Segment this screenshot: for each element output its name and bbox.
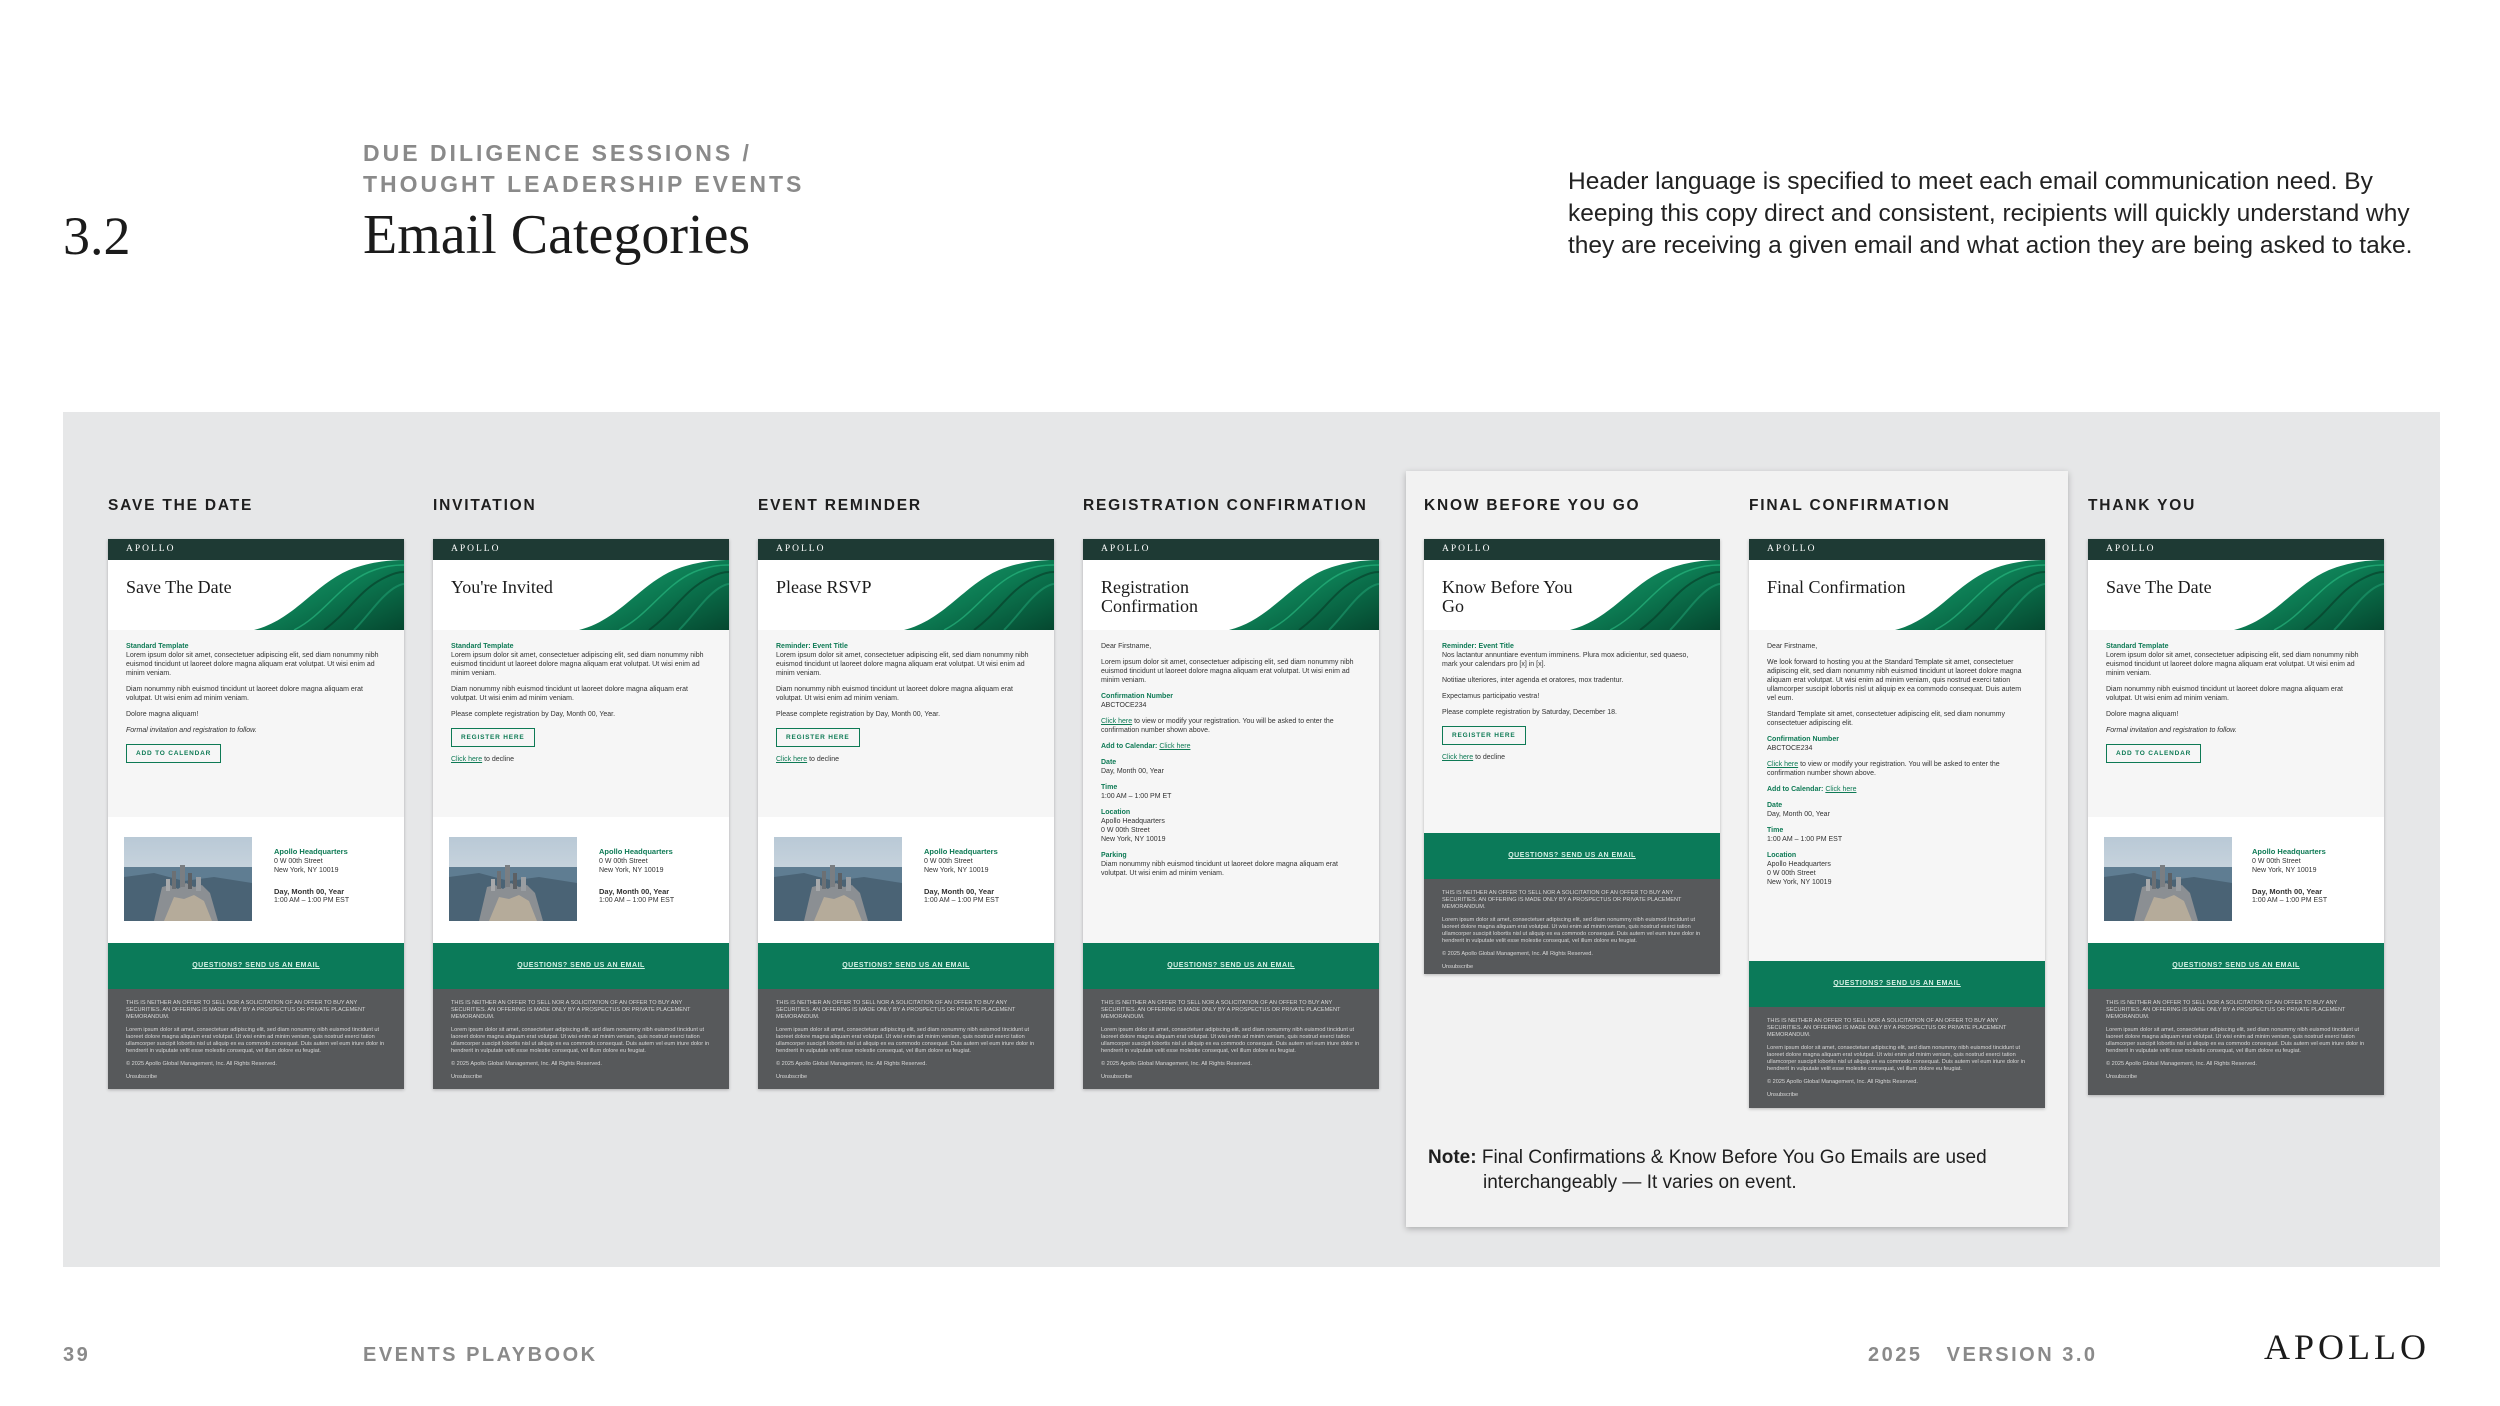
parking-value: Diam nonummy nibh euismod tincidunt ut laoreet dolore magna aliquam erat volutpat. Ut wisi enim ad minim veniam. xyxy=(1101,861,1338,877)
version-label: 2025 VERSION 3.0 xyxy=(1868,1344,2098,1366)
email-brand-bar: APOLLO xyxy=(1424,539,1720,560)
unsubscribe-link[interactable]: Unsubscribe xyxy=(776,1074,808,1080)
column-label-registration-confirmation: REGISTRATION CONFIRMATION xyxy=(1083,497,1368,514)
location-street: 0 W 00th Street xyxy=(274,858,323,865)
parking-label: Parking xyxy=(1101,852,1127,859)
email-brand-bar: APOLLO xyxy=(1749,539,2045,560)
unsubscribe-link[interactable]: Unsubscribe xyxy=(451,1074,483,1080)
city-photo xyxy=(2104,837,2232,921)
location-text xyxy=(599,847,674,905)
time-label: Time xyxy=(1101,784,1118,791)
modify-registration-link[interactable]: Click here xyxy=(1767,761,1799,768)
email-hero xyxy=(1083,560,1379,630)
email-greeting: Dear Firstname, xyxy=(1767,643,1818,650)
footer-disclaimer: THIS IS NEITHER AN OFFER TO SELL NOR A SOLICITATION OF AN OFFER TO BUY ANY SECURITIES. AN OFFERING IS MADE ONLY BY A PROSPECTUS OR PRIVATE PLACEMENT MEMORANDUM. xyxy=(1101,1000,1341,1020)
footer-disclaimer: THIS IS NEITHER AN OFFER TO SELL NOR A SOLICITATION OF AN OFFER TO BUY ANY SECURITIES. AN OFFERING IS MADE ONLY BY A PROSPECTUS OR PRIVATE PLACEMENT MEMORANDUM. xyxy=(126,1000,366,1020)
email-paragraph: Lorem ipsum dolor sit amet, consectetuer adipiscing elit, sed diam nonummy nibh euismod tincidunt ut laoreet dolore magna aliquam erat volutpat. Ut wisi enim ad minim veniam. xyxy=(126,652,379,677)
email-hero-title: Registration Confirmation xyxy=(1101,577,1198,616)
location-name: Apollo Headquarters xyxy=(599,847,673,856)
city-photo xyxy=(124,837,252,921)
event-time: 1:00 AM – 1:00 PM EST xyxy=(599,897,675,904)
green-wave-graphic xyxy=(1895,560,2045,630)
eyebrow-line-2: THOUGHT LEADERSHIP EVENTS xyxy=(363,171,805,197)
email-hero xyxy=(2088,560,2384,630)
questions-cta-link[interactable]: QUESTIONS? SEND US AN EMAIL xyxy=(1424,833,1720,879)
register-here-button[interactable]: REGISTER HERE xyxy=(451,728,535,747)
page-title: Email Categories xyxy=(363,204,751,266)
email-hero xyxy=(433,560,729,630)
footer-lorem: Lorem ipsum dolor sit amet, consectetuer adipiscing elit, sed diam nonummy nibh euismod tincidunt ut laoreet dolore magna aliquam erat volutpat. Ut wisi enim ad minim veniam, quis nostrud exerci tation ullamcorper suscipit lobortis nisl ut aliquip ex ea commodo consequat. Duis autem vel eum iriure dolor in hendrerit in vulputate velit esse molestie consequat, vel illum dolore eu feugiat. xyxy=(451,1027,710,1054)
footer-copyright: © 2025 Apollo Global Management, Inc. All Rights Reserved. xyxy=(2106,1061,2257,1067)
email-paragraph: Expectamus participatio vestra! xyxy=(1442,693,1540,700)
email-hero-title: Final Confirmation xyxy=(1767,577,1906,597)
location-label: Location xyxy=(1101,809,1131,816)
email-thank-you xyxy=(2088,539,2384,1095)
interchangeable-note xyxy=(1428,1145,2048,1195)
email-location-block xyxy=(108,817,404,943)
email-body xyxy=(433,630,729,817)
document-name: EVENTS PLAYBOOK xyxy=(363,1344,598,1366)
email-hero xyxy=(1424,560,1720,630)
email-hero-title: Know Before You Go xyxy=(1442,577,1573,616)
questions-cta-link[interactable]: QUESTIONS? SEND US AN EMAIL xyxy=(758,943,1054,989)
date-value: Day, Month 00, Year xyxy=(1101,768,1164,775)
email-hero-title: Please RSVP xyxy=(776,577,872,597)
note-text: Final Confirmations & Know Before You Go Emails are used interchangeably — It varies on event. xyxy=(1476,1147,1987,1193)
green-wave-graphic xyxy=(254,560,404,630)
email-paragraph: Nos lactantur annuntiare eventum imminens. Plura mox adicientur, sed quaeso, mark your calendars pro [x] in [x]. xyxy=(1442,652,1689,668)
event-date: Day, Month 00, Year xyxy=(274,887,345,896)
event-time: 1:00 AM – 1:00 PM EST xyxy=(924,897,1000,904)
email-paragraph: Notitiae ulteriores, inter agenda et oratores, mox tradentur. xyxy=(1442,677,1624,684)
email-invitation xyxy=(433,539,729,1089)
column-label-invitation: INVITATION xyxy=(433,497,537,514)
location-label: Location xyxy=(1767,852,1797,859)
location-street: 0 W 00th Street xyxy=(599,858,648,865)
date-value: Day, Month 00, Year xyxy=(1767,811,1830,818)
email-template-label: Standard Template xyxy=(126,643,189,650)
email-footer xyxy=(108,989,404,1089)
footer-lorem: Lorem ipsum dolor sit amet, consectetuer adipiscing elit, sed diam nonummy nibh euismod tincidunt ut laoreet dolore magna aliquam erat volutpat. Ut wisi enim ad minim veniam, quis nostrud exerci tation ullamcorper suscipit lobortis nisl ut aliquip ex ea commodo consequat. Duis autem vel eum iriure dolor in hendrerit in vulputate velit esse molestie consequat, vel illum dolore eu feugiat. xyxy=(1101,1027,1360,1054)
email-hero xyxy=(108,560,404,630)
questions-cta-link[interactable]: QUESTIONS? SEND US AN EMAIL xyxy=(108,943,404,989)
column-label-thank-you: THANK YOU xyxy=(2088,497,2197,514)
intro-paragraph: Header language is specified to meet each email communication need. By keeping this copy direct and consistent, recipients will quickly understand why they are receiving a given email and what action they are being asked to take. xyxy=(1568,168,2413,259)
footer-lorem: Lorem ipsum dolor sit amet, consectetuer adipiscing elit, sed diam nonummy nibh euismod tincidunt ut laoreet dolore magna aliquam erat volutpat. Ut wisi enim ad minim veniam, quis nostrud exerci tation ullamcorper suscipit lobortis nisl ut aliquip ex ea commodo consequat. Duis autem vel eum iriure dolor in hendrerit in vulputate velit esse molestie consequat, vel illum dolore eu feugiat. xyxy=(1442,917,1701,944)
email-paragraph: Formal invitation and registration to follow. xyxy=(126,727,257,734)
city-photo xyxy=(774,837,902,921)
section-number: 3.2 xyxy=(63,206,131,266)
email-template-label: Reminder: Event Title xyxy=(776,643,848,650)
location-line-3: New York, NY 10019 xyxy=(1767,879,1832,886)
event-time: 1:00 AM – 1:00 PM EST xyxy=(274,897,350,904)
questions-cta-link[interactable]: QUESTIONS? SEND US AN EMAIL xyxy=(1749,961,2045,1007)
location-city: New York, NY 10019 xyxy=(924,867,989,874)
confirmation-number: ABCTOCE234 xyxy=(1101,702,1147,709)
email-paragraph: Diam nonummy nibh euismod tincidunt ut laoreet dolore magna aliquam erat volutpat. Ut wisi enim ad minim veniam. xyxy=(2106,686,2343,702)
decline-link[interactable]: Click here xyxy=(776,756,808,763)
email-location-block xyxy=(758,817,1054,943)
apollo-logo: APOLLO xyxy=(2264,1327,2430,1367)
email-paragraph: Lorem ipsum dolor sit amet, consectetuer adipiscing elit, sed diam nonummy nibh euismod tincidunt ut laoreet dolore magna aliquam erat volutpat. Ut wisi enim ad minim veniam. xyxy=(451,652,704,677)
location-name: Apollo Headquarters xyxy=(924,847,998,856)
location-city: New York, NY 10019 xyxy=(599,867,664,874)
email-hero-title: Save The Date xyxy=(2106,577,2212,597)
location-name: Apollo Headquarters xyxy=(2252,847,2326,856)
email-footer xyxy=(758,989,1054,1089)
email-know-before-you-go xyxy=(1424,539,1720,974)
email-body xyxy=(1749,630,2045,961)
footer-copyright: © 2025 Apollo Global Management, Inc. All Rights Reserved. xyxy=(451,1061,602,1067)
footer-disclaimer: THIS IS NEITHER AN OFFER TO SELL NOR A SOLICITATION OF AN OFFER TO BUY ANY SECURITIES. AN OFFERING IS MADE ONLY BY A PROSPECTUS OR PRIVATE PLACEMENT MEMORANDUM. xyxy=(776,1000,1016,1020)
email-brand-bar: APOLLO xyxy=(433,539,729,560)
eyebrow-line-1: DUE DILIGENCE SESSIONS / xyxy=(363,140,752,166)
email-event-reminder xyxy=(758,539,1054,1089)
add-to-calendar-button[interactable]: ADD TO CALENDAR xyxy=(2106,744,2201,763)
unsubscribe-link[interactable]: Unsubscribe xyxy=(2106,1074,2138,1080)
email-paragraph: We look forward to hosting you at the Standard Template sit amet, consectetuer adipiscing elit, sed diam nonummy nibh euismod tincidunt ut laoreet dolore magna aliquam erat volutpat. Ut wisi enim ad minim veniam, quis nostrud exerci tation ullamcorper suscipit lobortis nisl ut aliquip ex ea commodo consequat. Duis autem vel eum. xyxy=(1767,659,2022,702)
add-to-calendar-link[interactable]: Click here xyxy=(1159,743,1191,750)
page-number: 39 xyxy=(63,1344,91,1366)
time-value: 1:00 AM – 1:00 PM ET xyxy=(1101,793,1172,800)
email-footer xyxy=(1749,1007,2045,1108)
column-label-know-before-you-go: KNOW BEFORE YOU GO xyxy=(1424,497,1641,514)
email-body xyxy=(1083,630,1379,943)
footer-copyright: © 2025 Apollo Global Management, Inc. All Rights Reserved. xyxy=(1442,951,1593,957)
add-to-calendar-label: Add to Calendar: xyxy=(1767,786,1824,793)
email-body xyxy=(1424,630,1720,833)
email-template-label: Standard Template xyxy=(2106,643,2169,650)
email-footer xyxy=(433,989,729,1089)
email-paragraph: Dolore magna aliquam! xyxy=(2106,711,2179,718)
email-location-block xyxy=(433,817,729,943)
note-label: Note: xyxy=(1428,1147,1477,1168)
questions-cta-link[interactable]: QUESTIONS? SEND US AN EMAIL xyxy=(1083,943,1379,989)
green-wave-graphic xyxy=(904,560,1054,630)
footer-lorem: Lorem ipsum dolor sit amet, consectetuer adipiscing elit, sed diam nonummy nibh euismod tincidunt ut laoreet dolore magna aliquam erat volutpat. Ut wisi enim ad minim veniam, quis nostrud exerci tation ullamcorper suscipit lobortis nisl ut aliquip ex ea commodo consequat. Duis autem vel eum iriure dolor in hendrerit in vulputate velit esse molestie consequat, vel illum dolore eu feugiat. xyxy=(1767,1045,2026,1072)
email-footer xyxy=(1424,879,1720,974)
footer-disclaimer: THIS IS NEITHER AN OFFER TO SELL NOR A SOLICITATION OF AN OFFER TO BUY ANY SECURITIES. AN OFFERING IS MADE ONLY BY A PROSPECTUS OR PRIVATE PLACEMENT MEMORANDUM. xyxy=(2106,1000,2346,1020)
email-hero xyxy=(758,560,1054,630)
location-line-1: Apollo Headquarters xyxy=(1767,861,1831,868)
unsubscribe-link[interactable]: Unsubscribe xyxy=(1442,964,1474,970)
unsubscribe-link[interactable]: Unsubscribe xyxy=(1101,1074,1133,1080)
decline-text: to decline xyxy=(482,756,515,763)
email-paragraph: Formal invitation and registration to follow. xyxy=(2106,727,2237,734)
location-street: 0 W 00th Street xyxy=(2252,858,2301,865)
email-paragraph: Dolore magna aliquam! xyxy=(126,711,199,718)
footer-disclaimer: THIS IS NEITHER AN OFFER TO SELL NOR A SOLICITATION OF AN OFFER TO BUY ANY SECURITIES. AN OFFERING IS MADE ONLY BY A PROSPECTUS OR PRIVATE PLACEMENT MEMORANDUM. xyxy=(1767,1018,2007,1038)
green-wave-graphic xyxy=(1570,560,1720,630)
email-location-block xyxy=(2088,817,2384,943)
questions-cta-link[interactable]: QUESTIONS? SEND US AN EMAIL xyxy=(433,943,729,989)
email-body xyxy=(108,630,404,817)
location-city: New York, NY 10019 xyxy=(274,867,339,874)
email-brand-bar: APOLLO xyxy=(1083,539,1379,560)
time-value: 1:00 AM – 1:00 PM EST xyxy=(1767,836,1843,843)
decline-link[interactable]: Click here xyxy=(451,756,483,763)
email-brand-bar: APOLLO xyxy=(108,539,404,560)
column-label-event-reminder: EVENT REMINDER xyxy=(758,497,922,514)
register-here-button[interactable]: REGISTER HERE xyxy=(776,728,860,747)
footer-copyright: © 2025 Apollo Global Management, Inc. All Rights Reserved. xyxy=(126,1061,277,1067)
confirmation-number-label: Confirmation Number xyxy=(1101,693,1173,700)
location-line-3: New York, NY 10019 xyxy=(1101,836,1166,843)
email-paragraph: Lorem ipsum dolor sit amet, consectetuer adipiscing elit, sed diam nonummy nibh euismod tincidunt ut laoreet dolore magna aliquam erat volutpat. Ut wisi enim ad minim veniam. xyxy=(1101,659,1354,684)
email-paragraph: Diam nonummy nibh euismod tincidunt ut laoreet dolore magna aliquam erat volutpat. Ut wisi enim ad minim veniam. xyxy=(126,686,363,702)
event-date: Day, Month 00, Year xyxy=(924,887,995,896)
email-paragraph: Lorem ipsum dolor sit amet, consectetuer adipiscing elit, sed diam nonummy nibh euismod tincidunt ut laoreet dolore magna aliquam erat volutpat. Ut wisi enim ad minim veniam. xyxy=(776,652,1029,677)
location-text xyxy=(274,847,349,905)
decline-link[interactable]: Click here xyxy=(1442,754,1474,761)
footer-copyright: © 2025 Apollo Global Management, Inc. All Rights Reserved. xyxy=(1767,1079,1918,1085)
email-brand-bar: APOLLO xyxy=(2088,539,2384,560)
time-label: Time xyxy=(1767,827,1784,834)
email-body xyxy=(2088,630,2384,817)
footer-disclaimer: THIS IS NEITHER AN OFFER TO SELL NOR A SOLICITATION OF AN OFFER TO BUY ANY SECURITIES. AN OFFERING IS MADE ONLY BY A PROSPECTUS OR PRIVATE PLACEMENT MEMORANDUM. xyxy=(451,1000,691,1020)
add-to-calendar-button[interactable]: ADD TO CALENDAR xyxy=(126,744,221,763)
green-wave-graphic xyxy=(2234,560,2384,630)
green-wave-graphic xyxy=(579,560,729,630)
eyebrow xyxy=(363,138,804,200)
email-hero-title: Save The Date xyxy=(126,577,232,597)
location-line-1: Apollo Headquarters xyxy=(1101,818,1165,825)
email-paragraph: Diam nonummy nibh euismod tincidunt ut laoreet dolore magna aliquam erat volutpat. Ut wisi enim ad minim veniam. xyxy=(776,686,1013,702)
footer-lorem: Lorem ipsum dolor sit amet, consectetuer adipiscing elit, sed diam nonummy nibh euismod tincidunt ut laoreet dolore magna aliquam erat volutpat. Ut wisi enim ad minim veniam, quis nostrud exerci tation ullamcorper suscipit lobortis nisl ut aliquip ex ea commodo consequat. Duis autem vel eum iriure dolor in hendrerit in vulputate velit esse molestie consequat, vel illum dolore eu feugiat. xyxy=(2106,1027,2365,1054)
unsubscribe-link[interactable]: Unsubscribe xyxy=(1767,1092,1799,1098)
email-template-label: Standard Template xyxy=(451,643,514,650)
email-template-label: Reminder: Event Title xyxy=(1442,643,1514,650)
green-wave-graphic xyxy=(1229,560,1379,630)
event-date: Day, Month 00, Year xyxy=(2252,887,2323,896)
location-city: New York, NY 10019 xyxy=(2252,867,2317,874)
modify-registration-link[interactable]: Click here xyxy=(1101,718,1133,725)
email-footer xyxy=(2088,989,2384,1095)
email-paragraph: Lorem ipsum dolor sit amet, consectetuer adipiscing elit, sed diam nonummy nibh euismod tincidunt ut laoreet dolore magna aliquam erat volutpat. Ut wisi enim ad minim veniam. xyxy=(2106,652,2359,677)
footer-lorem: Lorem ipsum dolor sit amet, consectetuer adipiscing elit, sed diam nonummy nibh euismod tincidunt ut laoreet dolore magna aliquam erat volutpat. Ut wisi enim ad minim veniam, quis nostrud exerci tation ullamcorper suscipit lobortis nisl ut aliquip ex ea commodo consequat. Duis autem vel eum iriure dolor in hendrerit in vulputate velit esse molestie consequat, vel illum dolore eu feugiat. xyxy=(126,1027,385,1054)
email-hero-title: You're Invited xyxy=(451,577,553,597)
column-label-final-confirmation: FINAL CONFIRMATION xyxy=(1749,497,1951,514)
footer-copyright: © 2025 Apollo Global Management, Inc. All Rights Reserved. xyxy=(776,1061,927,1067)
unsubscribe-link[interactable]: Unsubscribe xyxy=(126,1074,158,1080)
location-line-2: 0 W 00th Street xyxy=(1101,827,1150,834)
location-text xyxy=(2252,847,2327,905)
email-body xyxy=(758,630,1054,817)
date-label: Date xyxy=(1767,802,1783,809)
email-paragraph: Please complete registration by Day, Month 00, Year. xyxy=(776,711,941,718)
column-label-save-the-date: SAVE THE DATE xyxy=(108,497,254,514)
confirmation-number: ABCTOCE234 xyxy=(1767,745,1813,752)
questions-cta-link[interactable]: QUESTIONS? SEND US AN EMAIL xyxy=(2088,943,2384,989)
city-photo xyxy=(449,837,577,921)
email-footer xyxy=(1083,989,1379,1089)
date-label: Date xyxy=(1101,759,1117,766)
event-time: 1:00 AM – 1:00 PM EST xyxy=(2252,897,2328,904)
email-greeting: Dear Firstname, xyxy=(1101,643,1152,650)
location-line-2: 0 W 00th Street xyxy=(1767,870,1816,877)
email-final-confirmation xyxy=(1749,539,2045,1108)
email-brand-bar: APOLLO xyxy=(758,539,1054,560)
email-paragraph: Please complete registration by Day, Month 00, Year. xyxy=(451,711,616,718)
email-hero xyxy=(1749,560,2045,630)
email-save-the-date xyxy=(108,539,404,1089)
location-street: 0 W 00th Street xyxy=(924,858,973,865)
email-paragraph: Diam nonummy nibh euismod tincidunt ut laoreet dolore magna aliquam erat volutpat. Ut wisi enim ad minim veniam. xyxy=(451,686,688,702)
modify-registration-text: to view or modify your registration. You will be asked to enter the confirmation number shown above. xyxy=(1101,718,1334,734)
location-text xyxy=(924,847,999,905)
confirmation-number-label: Confirmation Number xyxy=(1767,736,1839,743)
footer-copyright: © 2025 Apollo Global Management, Inc. All Rights Reserved. xyxy=(1101,1061,1252,1067)
footer-disclaimer: THIS IS NEITHER AN OFFER TO SELL NOR A SOLICITATION OF AN OFFER TO BUY ANY SECURITIES. AN OFFERING IS MADE ONLY BY A PROSPECTUS OR PRIVATE PLACEMENT MEMORANDUM. xyxy=(1442,890,1682,910)
decline-text: to decline xyxy=(1473,754,1506,761)
email-paragraph: Please complete registration by Saturday, December 18. xyxy=(1442,709,1617,716)
email-paragraph: Standard Template sit amet, consectetuer adipiscing elit, sed diam nonummy consectetuer adipiscing elit. xyxy=(1767,711,2005,727)
location-name: Apollo Headquarters xyxy=(274,847,348,856)
add-to-calendar-label: Add to Calendar: xyxy=(1101,743,1158,750)
modify-registration-text: to view or modify your registration. You will be asked to enter the confirmation number shown above. xyxy=(1767,761,2000,777)
register-here-button[interactable]: REGISTER HERE xyxy=(1442,726,1526,745)
email-registration-confirmation xyxy=(1083,539,1379,1089)
decline-text: to decline xyxy=(807,756,840,763)
footer-lorem: Lorem ipsum dolor sit amet, consectetuer adipiscing elit, sed diam nonummy nibh euismod tincidunt ut laoreet dolore magna aliquam erat volutpat. Ut wisi enim ad minim veniam, quis nostrud exerci tation ullamcorper suscipit lobortis nisl ut aliquip ex ea commodo consequat. Duis autem vel eum iriure dolor in hendrerit in vulputate velit esse molestie consequat, vel illum dolore eu feugiat. xyxy=(776,1027,1035,1054)
add-to-calendar-link[interactable]: Click here xyxy=(1825,786,1857,793)
event-date: Day, Month 00, Year xyxy=(599,887,670,896)
